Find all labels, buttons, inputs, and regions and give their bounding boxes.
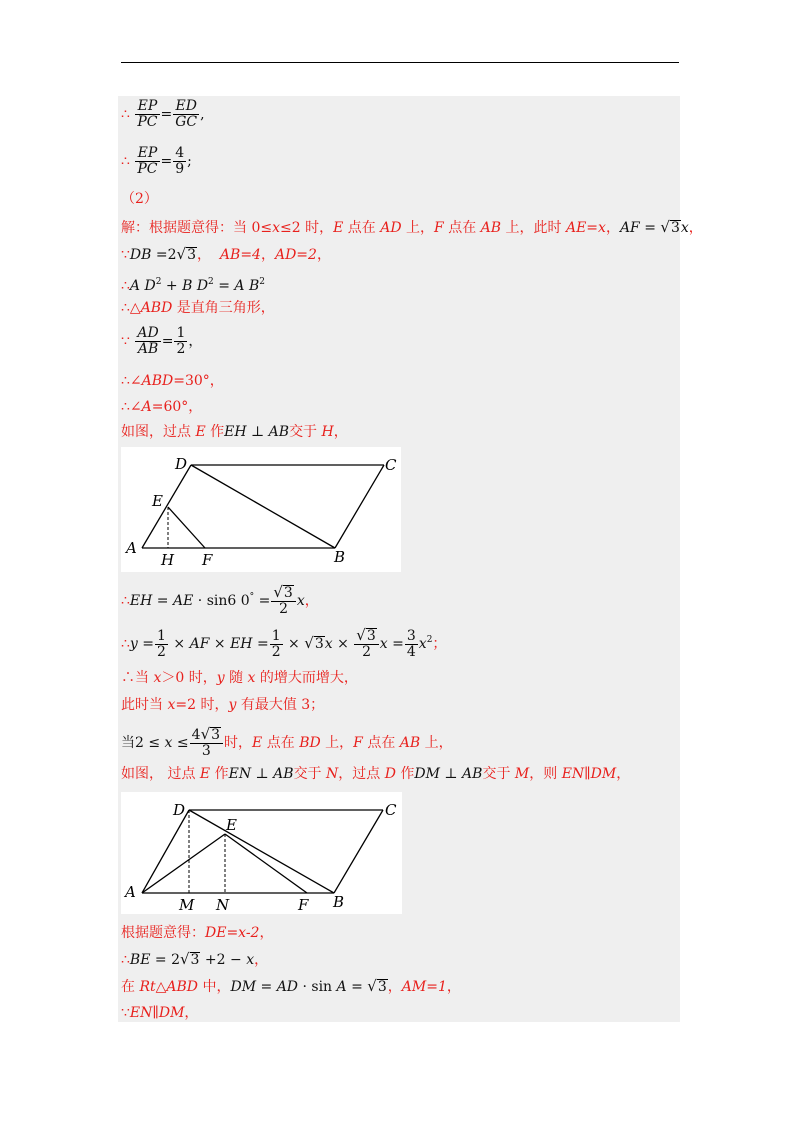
construction-en-dm: 如图， 过点 E 作EN ⊥ AB交于 N，过点 D 作DM ⊥ AB交于 M，则 EN∥DM， <box>121 766 631 782</box>
part-label: （2） <box>121 191 158 207</box>
angle-a-line: ∴∠A=60°， <box>121 399 203 415</box>
fraction: $\frac{4√3}{3}$ <box>190 727 223 759</box>
case-2-line: 当2 ≤ x ≤ $\frac{4√3}{3}$ 时，E 点在 BD 上，F 点在 AB 上， <box>121 725 453 759</box>
fraction: $\frac{AD}{AB}$ <box>137 325 159 357</box>
be-line: ∴BE = 2√3 +2 − x， <box>121 950 269 968</box>
label-f: F <box>202 551 213 569</box>
label-c: C <box>385 801 397 819</box>
label-f: F <box>298 896 309 914</box>
pythagoras-line: ∴A $D^2 + B$ $D^2 = A$ $B^2$ <box>121 277 265 294</box>
fraction: $\frac{1}{2}$ <box>176 325 186 357</box>
parallel-line: ∵EN∥DM， <box>121 1005 199 1021</box>
right-triangle-line: ∴△ABD 是直角三角形， <box>121 300 275 316</box>
max-value-line: 此时当 x=2 时，y 有最大值 3； <box>121 697 325 713</box>
eq-ep-pc-ed-gc: ∴ $\frac{EP}{PC}$ = $\frac{ED}{GC}$ , <box>121 98 205 130</box>
solution-intro: 解：根据题意得：当 0≤x≤2 时，E 点在 AD 上，F 点在 AB 上，此时 AE=x，AF = √3x， <box>121 218 703 236</box>
label-e: E <box>152 492 163 510</box>
construction-eh: 如图，过点 E 作EH ⊥ AB交于 H， <box>121 424 348 440</box>
angle-abd-line: ∴∠ABD=30°， <box>121 373 224 389</box>
fraction: $\frac{3}{4}$ <box>406 627 416 660</box>
eq-y-area: ∴y = $\frac{1}{2}$ × AF × EH = $\frac{1}{2}$ × √3x × $\frac{√3}{2}$ x = $\frac{3}{4}$ $x^2$； <box>121 626 447 660</box>
fraction: $\frac{1}{2}$ <box>157 627 166 660</box>
fraction: $\frac{EP}{PC}$ <box>137 98 158 130</box>
label-d: D <box>175 455 188 473</box>
fraction: $\frac{1}{2}$ <box>271 627 281 660</box>
label-a: A <box>125 883 136 901</box>
fraction: $\frac{EP}{PC}$ <box>137 145 158 177</box>
header-rule <box>121 62 679 63</box>
label-b: B <box>334 548 346 566</box>
de-line: 根据题意得：DE=x-2， <box>121 925 274 941</box>
label-h: H <box>161 551 175 569</box>
label-m: M <box>179 896 195 914</box>
label-n: N <box>216 896 230 914</box>
label-e: E <box>226 816 237 834</box>
eq-eh: ∴EH = AE · sin6 0° = $\frac{√3}{2}$ x， <box>121 583 319 617</box>
fraction: $\frac{ED}{GC}$ <box>175 98 198 130</box>
label-c: C <box>385 456 397 474</box>
figure-parallelogram-2 <box>121 792 402 914</box>
fraction: $\frac{4}{9}$ <box>175 145 185 177</box>
figure-parallelogram-1 <box>121 447 401 572</box>
given-lengths: ∵DB =2√3， AB=4，AD=2， <box>121 245 331 263</box>
figure-1-svg <box>121 447 401 572</box>
eq-ep-pc-ratio: ∴ $\frac{EP}{PC}$ = $\frac{4}{9}$ ; <box>121 145 192 177</box>
label-a: A <box>126 539 137 557</box>
fraction: $\frac{√3}{2}$ <box>271 585 295 617</box>
dm-line: 在 Rt△ABD 中，DM = AD · sin A = √3，AM=1， <box>121 977 461 995</box>
label-d: D <box>173 801 186 819</box>
eq-ad-ab-ratio: ∵ $\frac{AD}{AB}$ = $\frac{1}{2}$ ， <box>121 325 203 357</box>
monotonic-line: ∴当 x＞0 时，y 随 x 的增大而增大， <box>121 670 358 686</box>
fraction: $\frac{√3}{2}$ <box>354 628 378 660</box>
label-b: B <box>333 893 345 911</box>
figure-2-svg <box>121 792 402 914</box>
